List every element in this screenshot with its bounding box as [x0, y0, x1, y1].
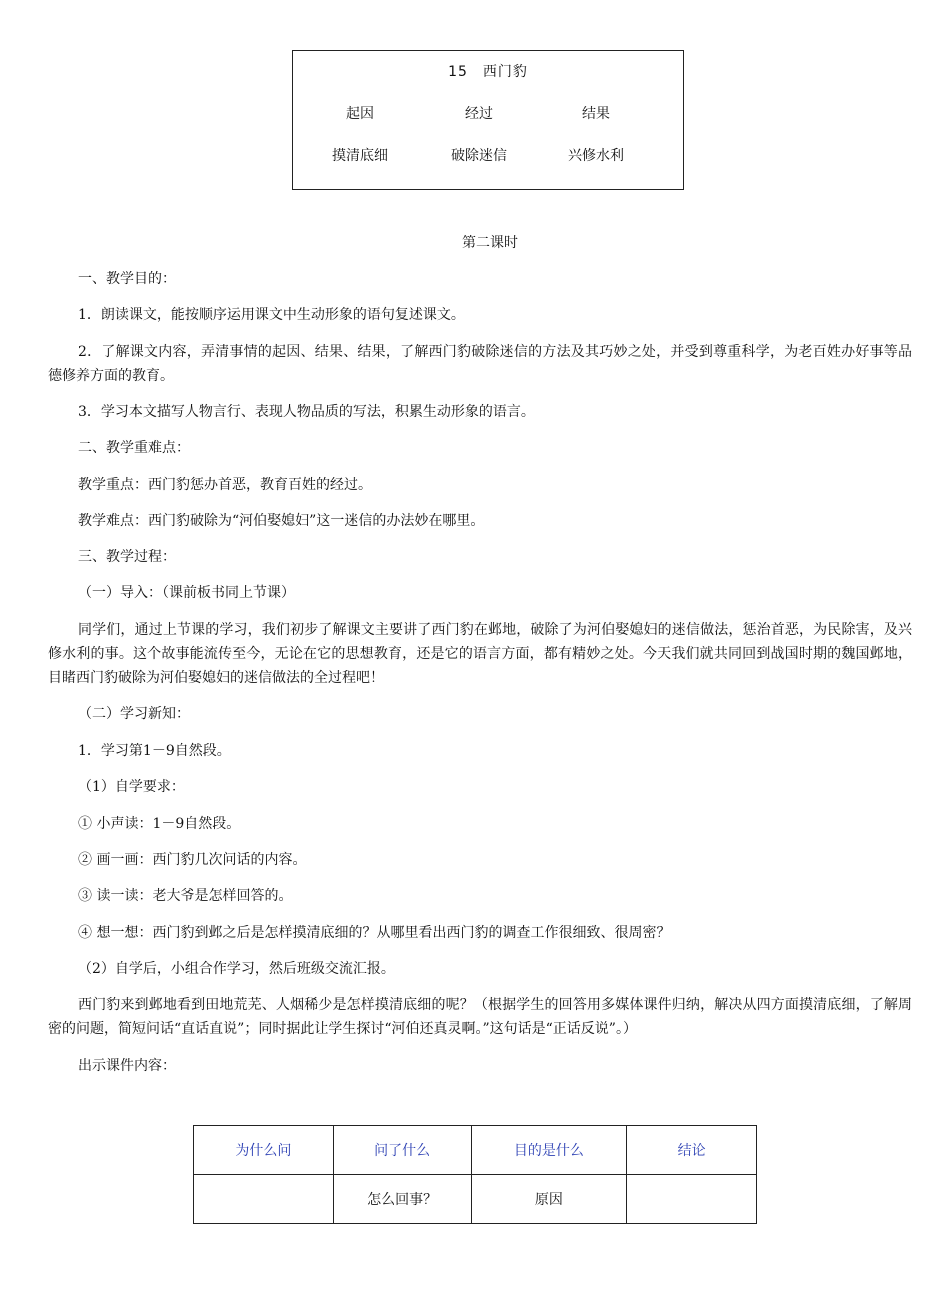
- discussion-text: 西门豹来到邺地看到田地荒芜、人烟稀少是怎样摸清底细的呢？（根据学生的回答用多媒体课件归纳，解决从四方面摸清底细，了解周密的问题，简短问话“直话直说”；同时据此让学生探讨“河伯还真灵啊。”这句话是“正话反说”。）: [48, 997, 912, 1037]
- difficult-point: 教学难点：西门豹破除为“河伯娶媳妇”这一迷信的办法妙在哪里。: [78, 513, 485, 529]
- table-header-row: [194, 1126, 757, 1175]
- requirement-4: ④ 想一想：西门豹到邺之后是怎样摸清底细的？从哪里看出西门豹的调查工作很细致、很周密？: [78, 925, 671, 941]
- goal-1: 1．朗读课文，能按顺序运用课文中生动形象的语句复述课文。: [78, 307, 465, 323]
- requirement-2: ② 画一画：西门豹几次问话的内容。: [78, 852, 307, 868]
- table-header-why: 为什么问: [194, 1126, 334, 1175]
- board-cell-process: 经过: [465, 106, 493, 122]
- table-header-conclusion: 结论: [627, 1126, 757, 1175]
- board-cell-result: 结果: [582, 106, 610, 122]
- show-course-label: 出示课件内容：: [78, 1058, 176, 1074]
- goal-2: 2．了解课文内容，弄清事情的起因、结果、结果，了解西门豹破除迷信的方法及其巧妙之处，并受到尊重科学，为老百姓办好事等品德修养方面的教育。: [48, 344, 912, 384]
- table-cell: 怎么回事？: [333, 1175, 471, 1224]
- intro-text: 同学们，通过上节课的学习，我们初步了解课文主要讲了西门豹在邺地，破除了为河伯娶媳妇的迷信做法，惩治首恶，为民除害，及兴修水利的事。这个故事能流传至今，无论在它的思想教育，还是它的语言方面，都有精妙之处。今天我们就共同回到战国时期的魏国邺地，目睹西门豹破除为河伯娶媳妇的迷信做法的全过程吧！: [48, 622, 912, 686]
- step-1: 1．学习第1－9自然段。: [78, 743, 231, 759]
- board-cell-irrigation: 兴修水利: [568, 148, 624, 164]
- lesson-title: 第二课时: [462, 235, 518, 251]
- table-cell: [194, 1175, 334, 1224]
- table-row: [194, 1175, 757, 1224]
- board-cell-cause: 起因: [346, 106, 374, 122]
- board-cell-break-superstition: 破除迷信: [451, 148, 507, 164]
- goal-3: 3．学习本文描写人物言行、表现人物品质的写法，积累生动形象的语言。: [78, 404, 535, 420]
- intro-heading: （一）导入：（课前板书同上节课）: [78, 585, 295, 601]
- process-heading: 三、教学过程：: [78, 549, 176, 565]
- board-title: 15 西门豹: [448, 64, 528, 80]
- blackboard-summary: [292, 50, 684, 190]
- board-cell-investigate: 摸清底细: [332, 148, 388, 164]
- self-study-after: （2）自学后，小组合作学习，然后班级交流汇报。: [78, 961, 395, 977]
- table-header-what: 问了什么: [333, 1126, 471, 1175]
- new-heading: （二）学习新知：: [78, 706, 190, 722]
- table-header-purpose: 目的是什么: [471, 1126, 627, 1175]
- requirement-1: ① 小声读：1－9自然段。: [78, 816, 241, 832]
- requirement-3: ③ 读一读：老大爷是怎样回答的。: [78, 888, 293, 904]
- courseware-table: [193, 1125, 757, 1224]
- table-cell: 原因: [471, 1175, 627, 1224]
- key-point: 教学重点：西门豹惩办首恶，教育百姓的经过。: [78, 477, 372, 493]
- table-cell: [627, 1175, 757, 1224]
- self-study-requirements: （1）自学要求：: [78, 779, 185, 795]
- goal-heading: 一、教学目的：: [78, 271, 176, 287]
- key-heading: 二、教学重难点：: [78, 440, 190, 456]
